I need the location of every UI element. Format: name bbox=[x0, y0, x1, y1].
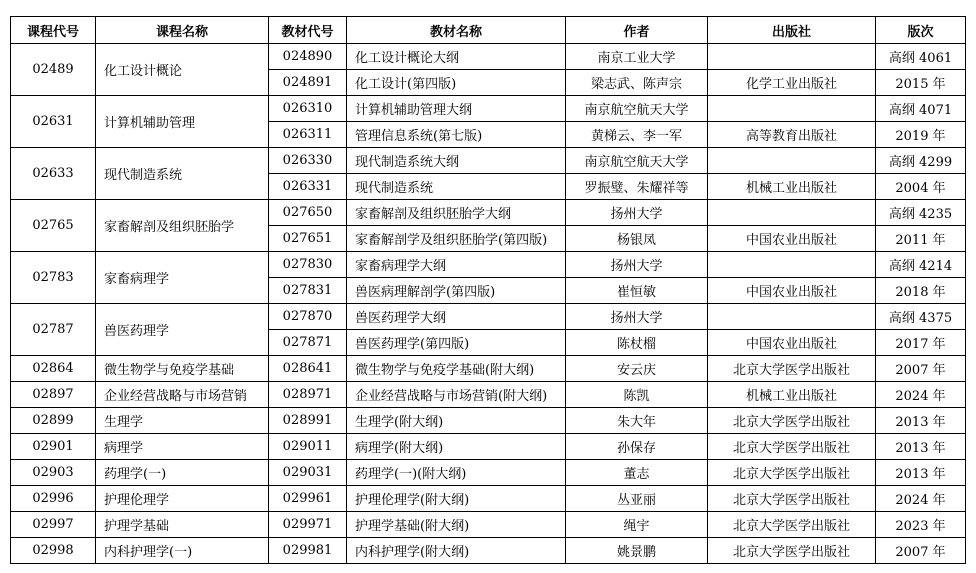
publisher-cell: 高等教育出版社 bbox=[708, 122, 876, 148]
table-row bbox=[11, 538, 966, 564]
edition-cell: 2015 年 bbox=[876, 70, 966, 96]
edition-cell: 2007 年 bbox=[876, 538, 966, 564]
course-code-cell: 02783 bbox=[11, 252, 96, 304]
book-code-cell: 026310 bbox=[269, 96, 347, 122]
course-code-cell: 02997 bbox=[11, 512, 96, 538]
header-book-code: 教材代号 bbox=[269, 17, 347, 44]
publisher-cell bbox=[708, 148, 876, 174]
book-code-cell: 028991 bbox=[269, 408, 347, 434]
course-name-cell: 微生物学与免疫学基础 bbox=[96, 356, 269, 382]
publisher-cell: 中国农业出版社 bbox=[708, 330, 876, 356]
course-code-cell: 02897 bbox=[11, 382, 96, 408]
table-row bbox=[11, 44, 966, 70]
book-code-cell: 028641 bbox=[269, 356, 347, 382]
table-row bbox=[11, 200, 966, 226]
publisher-cell: 中国农业出版社 bbox=[708, 226, 876, 252]
course-code-cell: 02631 bbox=[11, 96, 96, 148]
edition-cell: 高纲 4214 bbox=[876, 252, 966, 278]
edition-cell: 高纲 4071 bbox=[876, 96, 966, 122]
course-name-cell: 护理学基础 bbox=[96, 512, 269, 538]
book-name-cell: 生理学(附大纲) bbox=[347, 408, 566, 434]
edition-cell: 2013 年 bbox=[876, 434, 966, 460]
publisher-cell bbox=[708, 44, 876, 70]
course-name-cell: 家畜解剖及组织胚胎学 bbox=[96, 200, 269, 252]
publisher-cell: 北京大学医学出版社 bbox=[708, 408, 876, 434]
book-name-cell: 计算机辅助管理大纲 bbox=[347, 96, 566, 122]
publisher-cell: 北京大学医学出版社 bbox=[708, 460, 876, 486]
publisher-cell: 北京大学医学出版社 bbox=[708, 356, 876, 382]
course-code-cell: 02864 bbox=[11, 356, 96, 382]
edition-cell: 2017 年 bbox=[876, 330, 966, 356]
author-cell: 梁志武、陈声宗 bbox=[566, 70, 708, 96]
edition-cell: 高纲 4299 bbox=[876, 148, 966, 174]
table-row bbox=[11, 96, 966, 122]
author-cell: 陈杖榴 bbox=[566, 330, 708, 356]
edition-cell: 2023 年 bbox=[876, 512, 966, 538]
book-name-cell: 兽医药理学(第四版) bbox=[347, 330, 566, 356]
header-edition: 版次 bbox=[876, 17, 966, 44]
book-code-cell: 029031 bbox=[269, 460, 347, 486]
table-row bbox=[11, 512, 966, 538]
author-cell: 扬州大学 bbox=[566, 252, 708, 278]
header-author: 作者 bbox=[566, 17, 708, 44]
edition-cell: 2007 年 bbox=[876, 356, 966, 382]
book-code-cell: 029011 bbox=[269, 434, 347, 460]
book-name-cell: 护理学基础(附大纲) bbox=[347, 512, 566, 538]
publisher-cell: 机械工业出版社 bbox=[708, 382, 876, 408]
author-cell: 南京航空航天大学 bbox=[566, 96, 708, 122]
book-code-cell: 029981 bbox=[269, 538, 347, 564]
course-code-cell: 02899 bbox=[11, 408, 96, 434]
edition-cell: 高纲 4235 bbox=[876, 200, 966, 226]
course-code-cell: 02787 bbox=[11, 304, 96, 356]
book-code-cell: 029971 bbox=[269, 512, 347, 538]
publisher-cell: 北京大学医学出版社 bbox=[708, 486, 876, 512]
book-code-cell: 027871 bbox=[269, 330, 347, 356]
publisher-cell: 北京大学医学出版社 bbox=[708, 538, 876, 564]
header-book-name: 教材名称 bbox=[347, 17, 566, 44]
header-course-code: 课程代号 bbox=[11, 17, 96, 44]
book-code-cell: 027651 bbox=[269, 226, 347, 252]
author-cell: 罗振璧、朱耀祥等 bbox=[566, 174, 708, 200]
course-name-cell: 内科护理学(一) bbox=[96, 538, 269, 564]
table-row bbox=[11, 252, 966, 278]
book-code-cell: 024890 bbox=[269, 44, 347, 70]
book-name-cell: 管理信息系统(第七版) bbox=[347, 122, 566, 148]
course-code-cell: 02998 bbox=[11, 538, 96, 564]
header-publisher: 出版社 bbox=[708, 17, 876, 44]
course-name-cell: 生理学 bbox=[96, 408, 269, 434]
course-name-cell: 药理学(一) bbox=[96, 460, 269, 486]
author-cell: 丛亚丽 bbox=[566, 486, 708, 512]
author-cell: 董志 bbox=[566, 460, 708, 486]
course-code-cell: 02901 bbox=[11, 434, 96, 460]
book-code-cell: 029961 bbox=[269, 486, 347, 512]
book-code-cell: 027650 bbox=[269, 200, 347, 226]
textbook-table-wrapper bbox=[10, 16, 966, 564]
book-name-cell: 病理学(附大纲) bbox=[347, 434, 566, 460]
table-row bbox=[11, 148, 966, 174]
author-cell: 绳宇 bbox=[566, 512, 708, 538]
publisher-cell bbox=[708, 96, 876, 122]
publisher-cell bbox=[708, 304, 876, 330]
edition-cell: 2018 年 bbox=[876, 278, 966, 304]
edition-cell: 2024 年 bbox=[876, 382, 966, 408]
edition-cell: 2013 年 bbox=[876, 460, 966, 486]
book-name-cell: 现代制造系统大纲 bbox=[347, 148, 566, 174]
book-name-cell: 家畜解剖及组织胚胎学大纲 bbox=[347, 200, 566, 226]
course-name-cell: 护理伦理学 bbox=[96, 486, 269, 512]
book-name-cell: 微生物学与免疫学基础(附大纲) bbox=[347, 356, 566, 382]
publisher-cell: 北京大学医学出版社 bbox=[708, 512, 876, 538]
author-cell: 扬州大学 bbox=[566, 200, 708, 226]
table-row bbox=[11, 460, 966, 486]
publisher-cell: 中国农业出版社 bbox=[708, 278, 876, 304]
publisher-cell: 北京大学医学出版社 bbox=[708, 434, 876, 460]
course-code-cell: 02903 bbox=[11, 460, 96, 486]
table-body bbox=[11, 44, 966, 564]
book-name-cell: 企业经营战略与市场营销(附大纲) bbox=[347, 382, 566, 408]
author-cell: 陈凯 bbox=[566, 382, 708, 408]
book-name-cell: 兽医药理学大纲 bbox=[347, 304, 566, 330]
course-name-cell: 病理学 bbox=[96, 434, 269, 460]
edition-cell: 2024 年 bbox=[876, 486, 966, 512]
author-cell: 崔恒敏 bbox=[566, 278, 708, 304]
book-code-cell: 027870 bbox=[269, 304, 347, 330]
book-code-cell: 024891 bbox=[269, 70, 347, 96]
publisher-cell bbox=[708, 200, 876, 226]
book-code-cell: 028971 bbox=[269, 382, 347, 408]
edition-cell: 高纲 4061 bbox=[876, 44, 966, 70]
book-name-cell: 化工设计概论大纲 bbox=[347, 44, 566, 70]
author-cell: 南京工业大学 bbox=[566, 44, 708, 70]
book-code-cell: 026311 bbox=[269, 122, 347, 148]
table-row bbox=[11, 408, 966, 434]
author-cell: 杨银凤 bbox=[566, 226, 708, 252]
author-cell: 朱大年 bbox=[566, 408, 708, 434]
book-name-cell: 化工设计(第四版) bbox=[347, 70, 566, 96]
course-name-cell: 家畜病理学 bbox=[96, 252, 269, 304]
textbook-table bbox=[10, 16, 966, 564]
course-code-cell: 02633 bbox=[11, 148, 96, 200]
book-code-cell: 027830 bbox=[269, 252, 347, 278]
course-code-cell: 02489 bbox=[11, 44, 96, 96]
course-name-cell: 计算机辅助管理 bbox=[96, 96, 269, 148]
author-cell: 黄梯云、李一军 bbox=[566, 122, 708, 148]
header-course-name: 课程名称 bbox=[96, 17, 269, 44]
table-row bbox=[11, 434, 966, 460]
table-row bbox=[11, 356, 966, 382]
book-name-cell: 兽医病理解剖学(第四版) bbox=[347, 278, 566, 304]
book-code-cell: 027831 bbox=[269, 278, 347, 304]
book-name-cell: 内科护理学(附大纲) bbox=[347, 538, 566, 564]
publisher-cell: 化学工业出版社 bbox=[708, 70, 876, 96]
course-name-cell: 兽医药理学 bbox=[96, 304, 269, 356]
author-cell: 安云庆 bbox=[566, 356, 708, 382]
book-name-cell: 药理学(一)(附大纲) bbox=[347, 460, 566, 486]
course-name-cell: 企业经营战略与市场营销 bbox=[96, 382, 269, 408]
header-row bbox=[11, 17, 966, 44]
table-row bbox=[11, 304, 966, 330]
author-cell: 孙保存 bbox=[566, 434, 708, 460]
edition-cell: 高纲 4375 bbox=[876, 304, 966, 330]
book-name-cell: 家畜解剖学及组织胚胎学(第四版) bbox=[347, 226, 566, 252]
book-name-cell: 家畜病理学大纲 bbox=[347, 252, 566, 278]
book-name-cell: 现代制造系统 bbox=[347, 174, 566, 200]
publisher-cell bbox=[708, 252, 876, 278]
edition-cell: 2004 年 bbox=[876, 174, 966, 200]
publisher-cell: 机械工业出版社 bbox=[708, 174, 876, 200]
book-name-cell: 护理伦理学(附大纲) bbox=[347, 486, 566, 512]
course-name-cell: 化工设计概论 bbox=[96, 44, 269, 96]
book-code-cell: 026330 bbox=[269, 148, 347, 174]
edition-cell: 2019 年 bbox=[876, 122, 966, 148]
edition-cell: 2013 年 bbox=[876, 408, 966, 434]
book-code-cell: 026331 bbox=[269, 174, 347, 200]
edition-cell: 2011 年 bbox=[876, 226, 966, 252]
table-row bbox=[11, 382, 966, 408]
author-cell: 姚景鹏 bbox=[566, 538, 708, 564]
table-row bbox=[11, 486, 966, 512]
course-code-cell: 02765 bbox=[11, 200, 96, 252]
table-header bbox=[11, 17, 966, 44]
course-code-cell: 02996 bbox=[11, 486, 96, 512]
author-cell: 南京航空航天大学 bbox=[566, 148, 708, 174]
course-name-cell: 现代制造系统 bbox=[96, 148, 269, 200]
author-cell: 扬州大学 bbox=[566, 304, 708, 330]
